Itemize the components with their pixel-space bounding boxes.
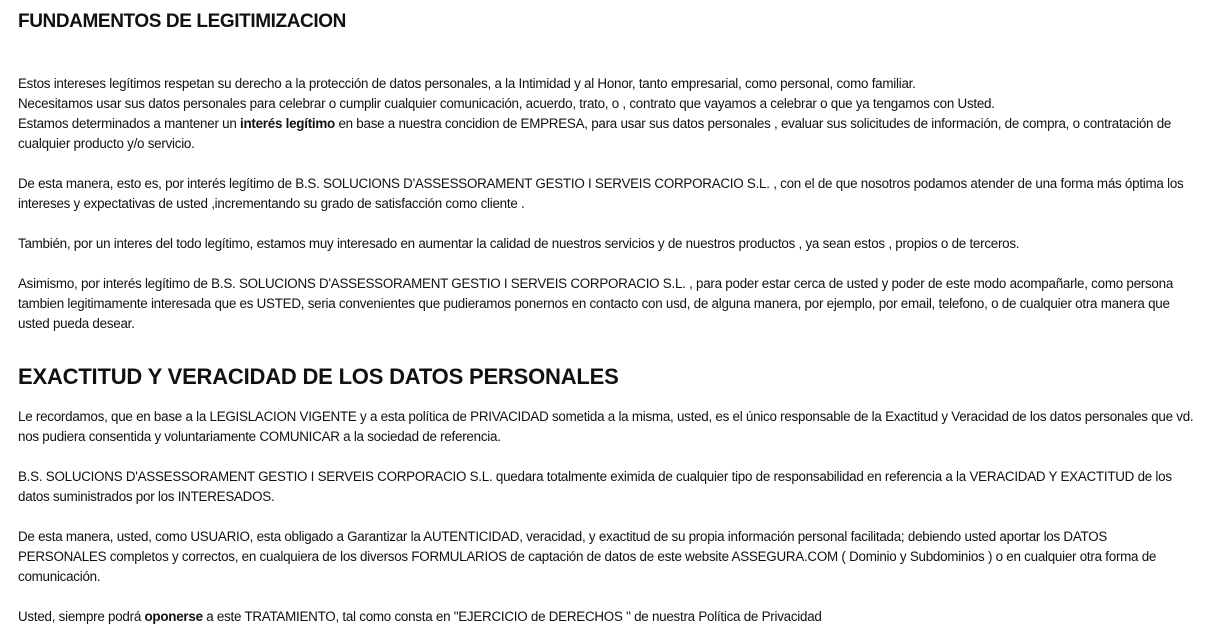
paragraph-right-to-object xyxy=(18,607,1195,627)
paragraph-line: en base a nuestra concidion de EMPRESA, para usar sus datos personales , evaluar sus solicitudes de información, de compra, o contratación de cualquier producto y/o servicio. xyxy=(18,116,1172,151)
paragraph-company-exemption: B.S. SOLUCIONS D'ASSESSORAMENT GESTIO I SERVEIS CORPORACIO S.L. quedara totalmente eximida de cualquier tipo de responsabilidad en referencia a la VERACIDAD Y EXACTITUD de los datos suministrados por los INTERESADOS. xyxy=(18,469,1172,504)
paragraph-text: a este TRATAMIENTO, tal como consta en "EJERCICIO de DERECHOS " de nuestra Política de Privacidad xyxy=(202,609,822,624)
paragraph-legitimate-interests xyxy=(18,74,1195,154)
paragraph-user-responsibility: Le recordamos, que en base a la LEGISLACION VIGENTE y a esta política de PRIVACIDAD sometida a la misma, usted, es el único responsable de la Exactitud y Veracidad de los datos personales que vd. nos pudiera consentida y voluntariamente COMUNICAR a la sociedad de referencia. xyxy=(18,409,1194,444)
paragraph-quality-interest: También, por un interes del todo legítimo, estamos muy interesado en aumentar la calidad de nuestros servicios y de nuestros productos , ya sean estos , propios o de terceros. xyxy=(18,236,1020,251)
paragraph-contact-interest: Asimismo, por interés legítimo de B.S. SOLUCIONS D'ASSESSORAMENT GESTIO I SERVEIS CORPORACIO S.L. , para poder estar cerca de usted y poder de este modo acompañarle, como persona tambien legitimamente interesada que es USTED, seria convenientes que pudieramos ponernos en contacto con usd, de alguna manera, por ejemplo, por email, telefono, o de cualquier otra manera que usted pueda desear. xyxy=(18,276,1174,331)
bold-term-interes-legitimo: interés legítimo xyxy=(240,116,335,131)
section-title-exactitud: EXACTITUD Y VERACIDAD DE LOS DATOS PERSONALES xyxy=(18,364,619,389)
bold-term-oponerse: oponerse xyxy=(144,609,203,624)
paragraph-user-obligation: De esta manera, usted, como USUARIO, esta obligado a Garantizar la AUTENTICIDAD, veracidad, y exactitud de su propia información personal facilitada; debiendo usted aportar los DATOS PERSONALES completos y correctos, en cualquiera de los diversos FORMULARIOS de captación de datos de este website ASSEGURA.COM ( Dominio y Subdominios ) o en cualquier otra forma de comunicación. xyxy=(18,529,1157,584)
paragraph-text: Usted, siempre podrá xyxy=(18,609,145,624)
paragraph-line: Estos intereses legítimos respetan su derecho a la protección de datos personales, a la Intimidad y al Honor, tanto empresarial, como personal, como familiar. xyxy=(18,76,916,91)
paragraph-line: Necesitamos usar sus datos personales para celebrar o cumplir cualquier comunicación, acuerdo, trato, o , contrato que vayamos a celebrar o que ya tengamos con Usted. xyxy=(18,96,995,111)
paragraph-legitimate-interest-company: De esta manera, esto es, por interés legítimo de B.S. SOLUCIONS D'ASSESSORAMENT GESTIO I SERVEIS CORPORACIO S.L. , con el de que nosotros podamos atender de una forma más óptima los intereses y expectativas de usted ,incrementando su grado de satisfacción como cliente . xyxy=(18,176,1184,211)
paragraph-line: Estamos determinados a mantener un xyxy=(18,116,240,131)
section-title-legitimizacion: FUNDAMENTOS DE LEGITIMIZACION xyxy=(18,11,346,32)
